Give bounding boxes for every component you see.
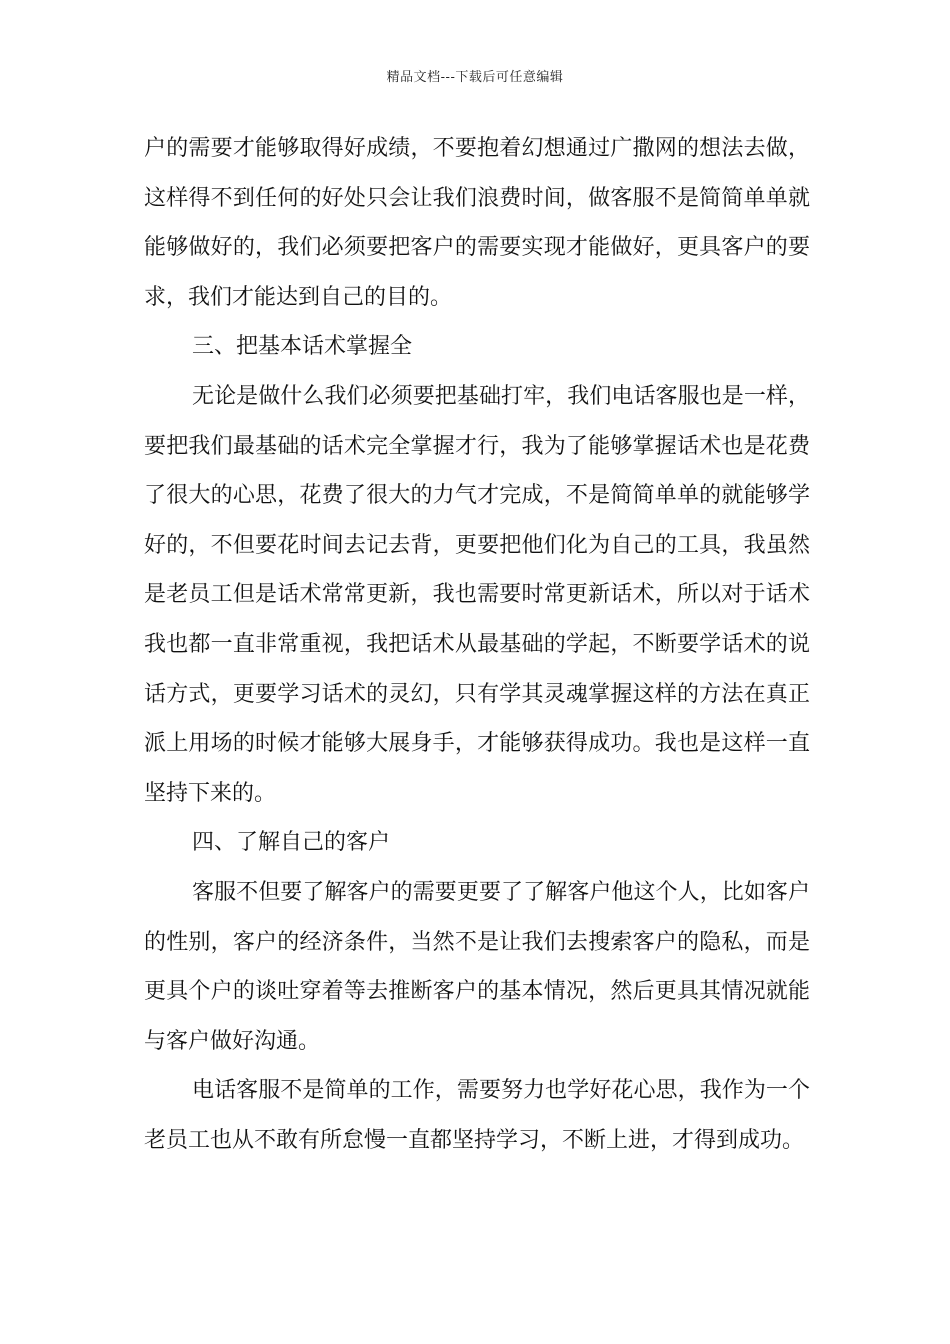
paragraph-conclusion: 电话客服不是简单的工作，需要努力也学好花心思，我作为一个老员工也从不敢有所怠慢一直都坚持学习，不断上进，才得到成功。 [144,1078,810,1153]
paragraph-section-4: 客服不但要了解客户的需要更要了了解客户他这个人，比如客户的性别，客户的经济条件，当然不是让我们去搜索客户的隐私，而是更具个户的谈吐穿着等去推断客户的基本情况，然后更具其情况就能与客户做好沟通。 [144,879,810,1054]
paragraph-section-3: 无论是做什么我们必须要把基础打牢，我们电话客服也是一样，要把我们最基础的话术完全掌握才行，我为了能够掌握话术也是花费了很大的心思，花费了很大的力气才完成，不是简简单单的就能够学好的，不但要花时间去记去背，更要把他们化为自己的工具，我虽然是老员工但是话术常常更新，我也需要时常更新话术，所以对于话术我也都一直非常重视，我把话术从最基础的学起，不断要学话术的说话方式，更要学习话术的灵幻，只有学其灵魂掌握这样的方法在真正派上用场的时候才能够大展身手，才能够获得成功。我也是这样一直坚持下来的。 [144,383,810,806]
section-heading-4: 四、了解自己的客户 [192,830,391,856]
section-heading-3: 三、把基本话术掌握全 [192,334,413,360]
page-header: 精品文档---下载后可任意编辑 [386,70,564,85]
document-body [144,124,810,1165]
paragraph-continuation: 户的需要才能够取得好成绩，不要抱着幻想通过广撒网的想法去做，这样得不到任何的好处只会让我们浪费时间，做客服不是简简单单就能够做好的，我们必须要把客户的需要实现才能做好，更具客户的要求，我们才能达到自己的目的。 [144,136,810,310]
